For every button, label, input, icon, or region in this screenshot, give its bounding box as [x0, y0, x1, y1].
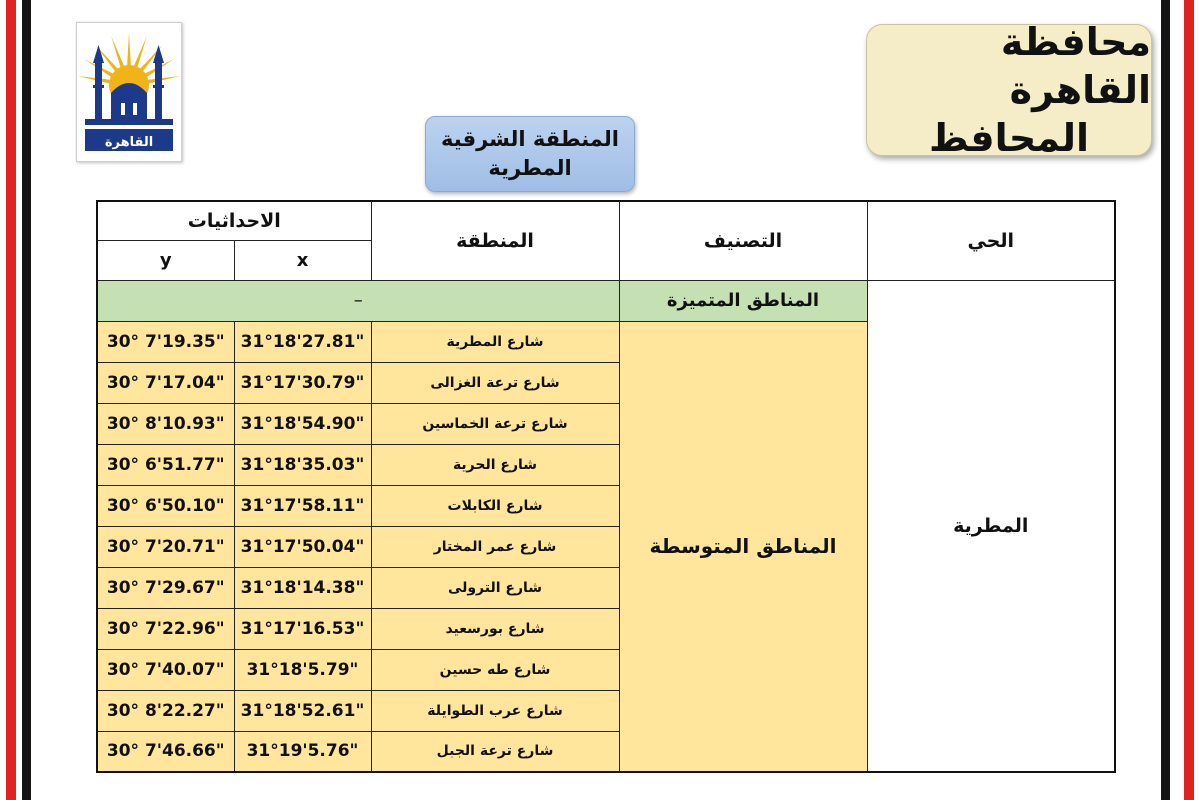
- sub-region-title: المطرية: [488, 156, 572, 180]
- coord-x: 31°17'50.04": [234, 526, 371, 567]
- region-title: المنطقة الشرقية: [441, 127, 619, 151]
- coord-y: 30° 7'22.96": [97, 608, 234, 649]
- coord-x: 31°17'30.79": [234, 362, 371, 403]
- flag-stripe-red-left: [6, 0, 16, 800]
- coord-y: 30° 7'29.67": [97, 567, 234, 608]
- header-area: المنطقة: [371, 201, 619, 280]
- coord-y: 30° 7'40.07": [97, 649, 234, 690]
- coord-y: 30° 8'22.27": [97, 690, 234, 731]
- flag-stripe-black-right: [1161, 0, 1170, 800]
- coord-y: 30° 7'19.35": [97, 321, 234, 362]
- coord-x: 31°18'5.79": [234, 649, 371, 690]
- cairo-logo-emblem-icon: [77, 23, 181, 161]
- coord-x: 31°19'5.76": [234, 731, 371, 772]
- coord-y: 30° 7'17.04": [97, 362, 234, 403]
- header-x: x: [234, 240, 371, 280]
- street-name: شارع المطرية: [371, 321, 619, 362]
- street-name: شارع طه حسين: [371, 649, 619, 690]
- logo-caption: القاهرة: [104, 135, 154, 150]
- cairo-governorate-logo: [76, 22, 182, 162]
- office-title: المحافظ: [929, 116, 1089, 160]
- header-classification: التصنيف: [619, 201, 867, 280]
- medium-areas-label: المناطق المتوسطة: [619, 321, 867, 772]
- coord-y: 30° 7'20.71": [97, 526, 234, 567]
- coord-x: 31°18'27.81": [234, 321, 371, 362]
- header-coordinates: الاحداثيات: [97, 201, 371, 240]
- coord-x: 31°18'52.61": [234, 690, 371, 731]
- street-name: شارع عرب الطوايلة: [371, 690, 619, 731]
- coord-x: 31°17'16.53": [234, 608, 371, 649]
- coord-x: 31°17'58.11": [234, 485, 371, 526]
- region-title-box: [425, 116, 635, 192]
- street-name: شارع بورسعيد: [371, 608, 619, 649]
- header-district: الحي: [867, 201, 1115, 280]
- street-name: شارع ترعة الغزالى: [371, 362, 619, 403]
- governorate-title-box: [866, 20, 1152, 160]
- district-name: المطرية: [867, 280, 1115, 772]
- premium-areas-value: –: [97, 280, 619, 321]
- premium-areas-label: المناطق المتميزة: [619, 280, 867, 321]
- coord-y: 30° 6'50.10": [97, 485, 234, 526]
- street-name: شارع ترعة الخماسين: [371, 403, 619, 444]
- flag-stripe-black-left: [22, 0, 31, 800]
- street-name: شارع ترعة الجبل: [371, 731, 619, 772]
- coord-y: 30° 8'10.93": [97, 403, 234, 444]
- street-name: شارع عمر المختار: [371, 526, 619, 567]
- coord-x: 31°18'54.90": [234, 403, 371, 444]
- street-name: شارع الكابلات: [371, 485, 619, 526]
- street-name: شارع الحرية: [371, 444, 619, 485]
- flag-stripe-red-right: [1184, 0, 1194, 800]
- street-name: شارع الترولى: [371, 567, 619, 608]
- coord-y: 30° 6'51.77": [97, 444, 234, 485]
- streets-coordinates-table: [96, 200, 1116, 773]
- coord-x: 31°18'35.03": [234, 444, 371, 485]
- coord-y: 30° 7'46.66": [97, 731, 234, 772]
- coord-x: 31°18'14.38": [234, 567, 371, 608]
- governorate-title: محافظة القاهرة: [1000, 20, 1151, 112]
- header-y: y: [97, 240, 234, 280]
